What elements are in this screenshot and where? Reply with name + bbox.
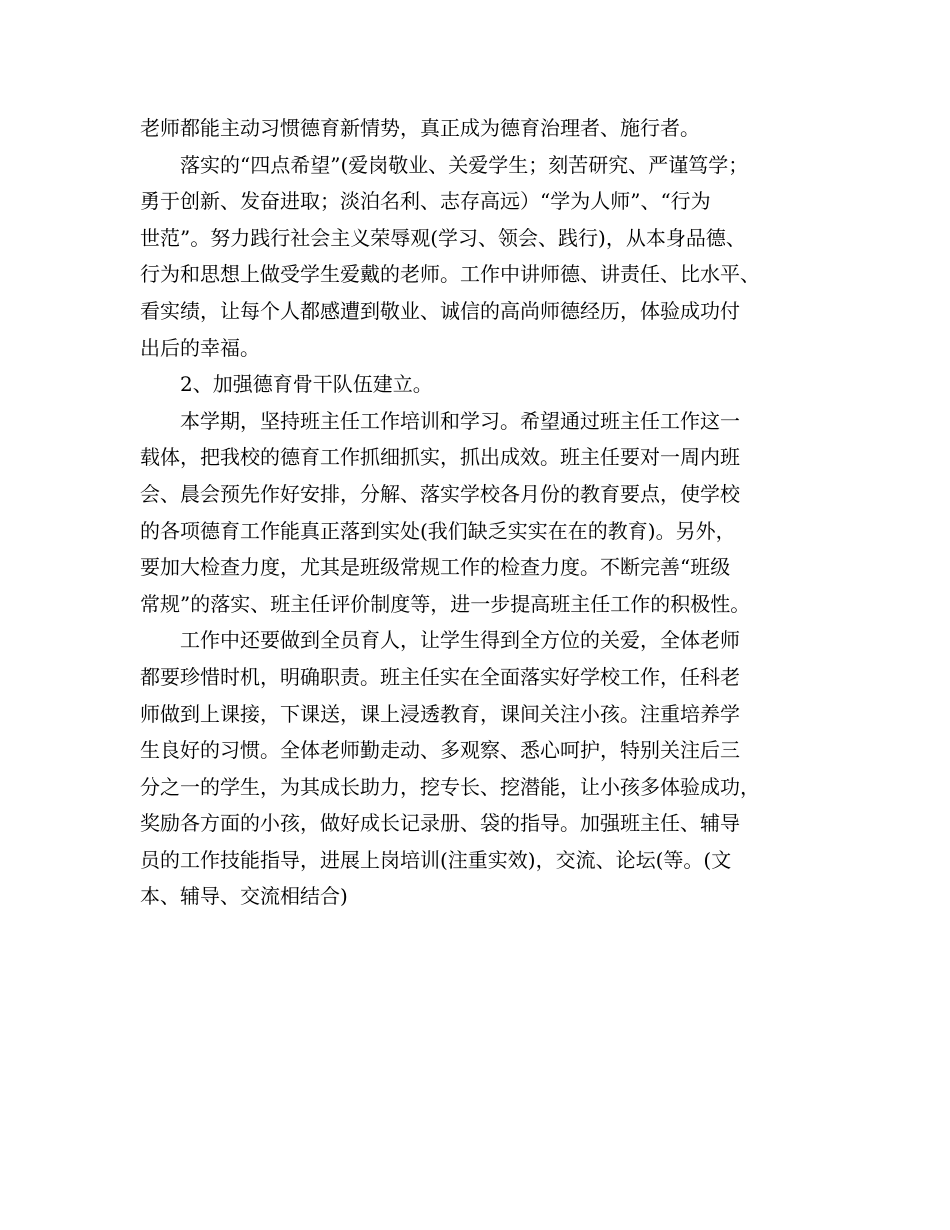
text-line: 载体，把我校的德育工作抓细抓实，抓出成效。班主任要对一周内班 xyxy=(140,445,740,470)
text-line: 奖励各方面的小孩，做好成长记录册、袋的指导。加强班主任、辅导 xyxy=(140,811,740,836)
text-line: 本、辅导、交流相结合) xyxy=(140,884,348,909)
text-line: 出后的幸福。 xyxy=(140,335,260,360)
text-line: 分之一的学生，为其成长助力，挖专长、挖潜能，让小孩多体验成功， xyxy=(140,774,760,799)
text-line: 落实的“四点希望”(爱岗敬业、关爱学生；刻苦研究、严谨笃学； xyxy=(140,152,749,177)
text-line: 常规”的落实、班主任评价制度等，进一步提高班主任工作的积极性。 xyxy=(140,591,751,616)
body-text xyxy=(140,110,820,915)
text-line: 生良好的习惯。全体老师勤走动、多观察、悉心呵护，特别关注后三 xyxy=(140,738,740,763)
text-line: 的各项德育工作能真正落到实处(我们缺乏实实在在的教育)。另外， xyxy=(140,518,736,543)
text-line: 要加大检查力度，尤其是班级常规工作的检查力度。不断完善“班级 xyxy=(140,555,731,580)
text-line: 员的工作技能指导，进展上岗培训(注重实效)，交流、论坛(等。(文 xyxy=(140,847,732,872)
text-line: 世范”。努力践行社会主义荣辱观(学习、领会、践行)，从本身品德、 xyxy=(140,225,746,250)
text-line: 看实绩，让每个人都感遭到敬业、诚信的高尚师德经历，体验成功付 xyxy=(140,298,740,323)
text-line: 会、晨会预先作好安排，分解、落实学校各月份的教育要点，使学校 xyxy=(140,481,740,506)
text-line: 师做到上课接，下课送，课上浸透教育，课间关注小孩。注重培养学 xyxy=(140,701,740,726)
text-line: 都要珍惜时机，明确职责。班主任实在全面落实好学校工作，任科老 xyxy=(140,664,740,689)
text-line: 勇于创新、发奋进取；淡泊名利、志存高远）“学为人师”、“行为 xyxy=(140,189,711,214)
text-line: 行为和思想上做受学生爱戴的老师。工作中讲师德、讲责任、比水平、 xyxy=(140,262,760,287)
text-line: 本学期，坚持班主任工作培训和学习。希望通过班主任工作这一 xyxy=(140,408,740,433)
text-line: 老师都能主动习惯德育新情势，真正成为德育治理者、施行者。 xyxy=(140,116,700,140)
text-line: 工作中还要做到全员育人，让学生得到全方位的关爱，全体老师 xyxy=(140,628,740,653)
section-heading: 2、加强德育骨干队伍建立。 xyxy=(140,372,433,397)
